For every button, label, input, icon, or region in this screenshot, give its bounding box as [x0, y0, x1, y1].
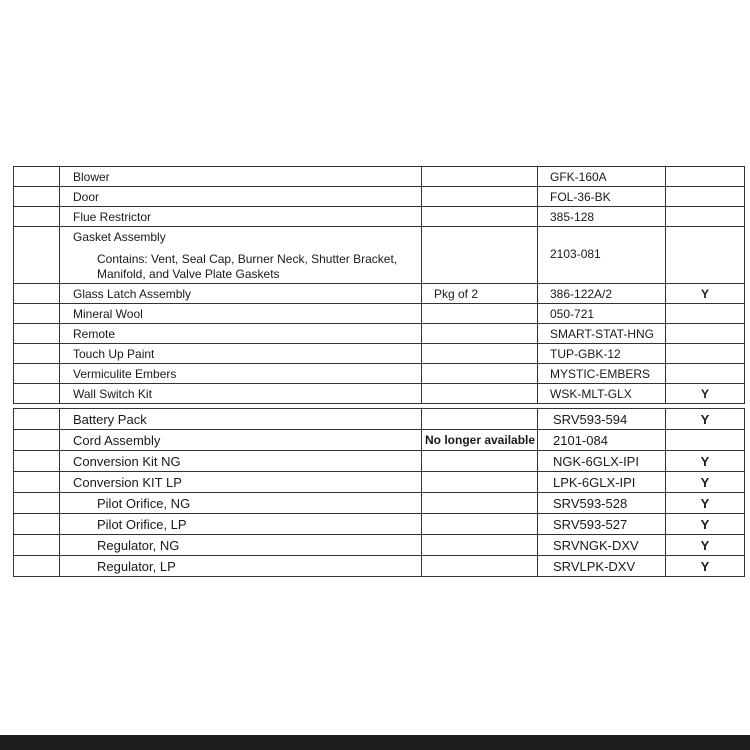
index-cell	[14, 284, 60, 304]
part-number-cell: SRVLPK-DXV	[538, 556, 666, 577]
description-cell: Conversion Kit NG	[60, 451, 422, 472]
index-cell	[14, 384, 60, 404]
quantity-cell	[422, 556, 538, 577]
flag-cell: Y	[666, 535, 745, 556]
flag-cell	[666, 344, 745, 364]
quantity-cell	[422, 514, 538, 535]
index-cell	[14, 451, 60, 472]
description-cell: Door	[60, 187, 422, 207]
index-cell	[14, 344, 60, 364]
table-row	[14, 535, 745, 556]
description-cell: Regulator, NG	[60, 535, 422, 556]
quantity-cell	[422, 409, 538, 430]
gasket-title: Gasket Assembly	[73, 230, 166, 244]
flag-cell: Y	[666, 451, 745, 472]
flag-cell	[666, 364, 745, 384]
part-number-cell: SRVNGK-DXV	[538, 535, 666, 556]
part-number-cell: LPK-6GLX-IPI	[538, 472, 666, 493]
table-row	[14, 556, 745, 577]
part-number-cell: 386-122A/2	[538, 284, 666, 304]
flag-cell	[666, 324, 745, 344]
quantity-cell	[422, 364, 538, 384]
table-row	[14, 451, 745, 472]
quantity-cell	[422, 227, 538, 284]
table-row	[14, 207, 745, 227]
description-cell: Cord Assembly	[60, 430, 422, 451]
description-cell: Glass Latch Assembly	[60, 284, 422, 304]
quantity-cell	[422, 187, 538, 207]
table-row	[14, 167, 745, 187]
description-cell: Pilot Orifice, LP	[60, 514, 422, 535]
quantity-cell	[422, 384, 538, 404]
flag-cell: Y	[666, 284, 745, 304]
table-row	[14, 187, 745, 207]
quantity-cell	[422, 304, 538, 324]
quantity-cell	[422, 344, 538, 364]
part-number-cell: WSK-MLT-GLX	[538, 384, 666, 404]
table-row	[14, 364, 745, 384]
parts-table-bottom	[13, 408, 745, 577]
index-cell	[14, 472, 60, 493]
description-cell: Blower	[60, 167, 422, 187]
part-number-cell: MYSTIC-EMBERS	[538, 364, 666, 384]
part-number-cell: FOL-36-BK	[538, 187, 666, 207]
index-cell	[14, 167, 60, 187]
description-cell: Remote	[60, 324, 422, 344]
part-number-cell: SRV593-527	[538, 514, 666, 535]
flag-cell: Y	[666, 384, 745, 404]
quantity-cell	[422, 535, 538, 556]
parts-table-top	[13, 166, 745, 404]
table-row	[14, 344, 745, 364]
description-cell	[60, 227, 422, 284]
flag-cell: Y	[666, 409, 745, 430]
bottom-bar	[0, 735, 750, 750]
flag-cell	[666, 207, 745, 227]
part-number-cell: NGK-6GLX-IPI	[538, 451, 666, 472]
flag-cell: Y	[666, 556, 745, 577]
description-cell: Flue Restrictor	[60, 207, 422, 227]
table-row	[14, 384, 745, 404]
index-cell	[14, 493, 60, 514]
description-cell: Touch Up Paint	[60, 344, 422, 364]
table-row	[14, 304, 745, 324]
description-cell: Wall Switch Kit	[60, 384, 422, 404]
flag-cell	[666, 304, 745, 324]
table-row	[14, 514, 745, 535]
table-row	[14, 324, 745, 344]
quantity-cell	[422, 167, 538, 187]
description-cell: Pilot Orifice, NG	[60, 493, 422, 514]
flag-cell	[666, 227, 745, 284]
table-row	[14, 284, 745, 304]
part-number-cell: 050-721	[538, 304, 666, 324]
description-cell: Regulator, LP	[60, 556, 422, 577]
part-number-cell: 2103-081	[538, 227, 666, 284]
description-cell: Battery Pack	[60, 409, 422, 430]
quantity-cell: Pkg of 2	[422, 284, 538, 304]
index-cell	[14, 324, 60, 344]
flag-cell	[666, 430, 745, 451]
part-number-cell: 385-128	[538, 207, 666, 227]
part-number-cell: 2101-084	[538, 430, 666, 451]
table-row	[14, 227, 745, 284]
part-number-cell: TUP-GBK-12	[538, 344, 666, 364]
index-cell	[14, 227, 60, 284]
index-cell	[14, 364, 60, 384]
table-row	[14, 409, 745, 430]
part-number-cell: SRV593-528	[538, 493, 666, 514]
table-row	[14, 430, 745, 451]
quantity-cell	[422, 493, 538, 514]
index-cell	[14, 207, 60, 227]
quantity-cell	[422, 207, 538, 227]
part-number-cell: SRV593-594	[538, 409, 666, 430]
description-cell: Mineral Wool	[60, 304, 422, 324]
table-row	[14, 472, 745, 493]
index-cell	[14, 409, 60, 430]
quantity-cell	[422, 324, 538, 344]
index-cell	[14, 430, 60, 451]
index-cell	[14, 187, 60, 207]
gasket-contents: Contains: Vent, Seal Cap, Burner Neck, Shutter Bracket, Manifold, and Valve Plate Gaskets	[97, 252, 398, 281]
description-cell: Vermiculite Embers	[60, 364, 422, 384]
index-cell	[14, 535, 60, 556]
index-cell	[14, 556, 60, 577]
description-cell: Conversion KIT LP	[60, 472, 422, 493]
flag-cell: Y	[666, 472, 745, 493]
flag-cell	[666, 187, 745, 207]
flag-cell: Y	[666, 493, 745, 514]
flag-cell: Y	[666, 514, 745, 535]
part-number-cell: SMART-STAT-HNG	[538, 324, 666, 344]
table-row	[14, 493, 745, 514]
quantity-cell	[422, 451, 538, 472]
index-cell	[14, 514, 60, 535]
index-cell	[14, 304, 60, 324]
availability-note: No longer available	[422, 430, 538, 451]
flag-cell	[666, 167, 745, 187]
part-number-cell: GFK-160A	[538, 167, 666, 187]
quantity-cell	[422, 472, 538, 493]
